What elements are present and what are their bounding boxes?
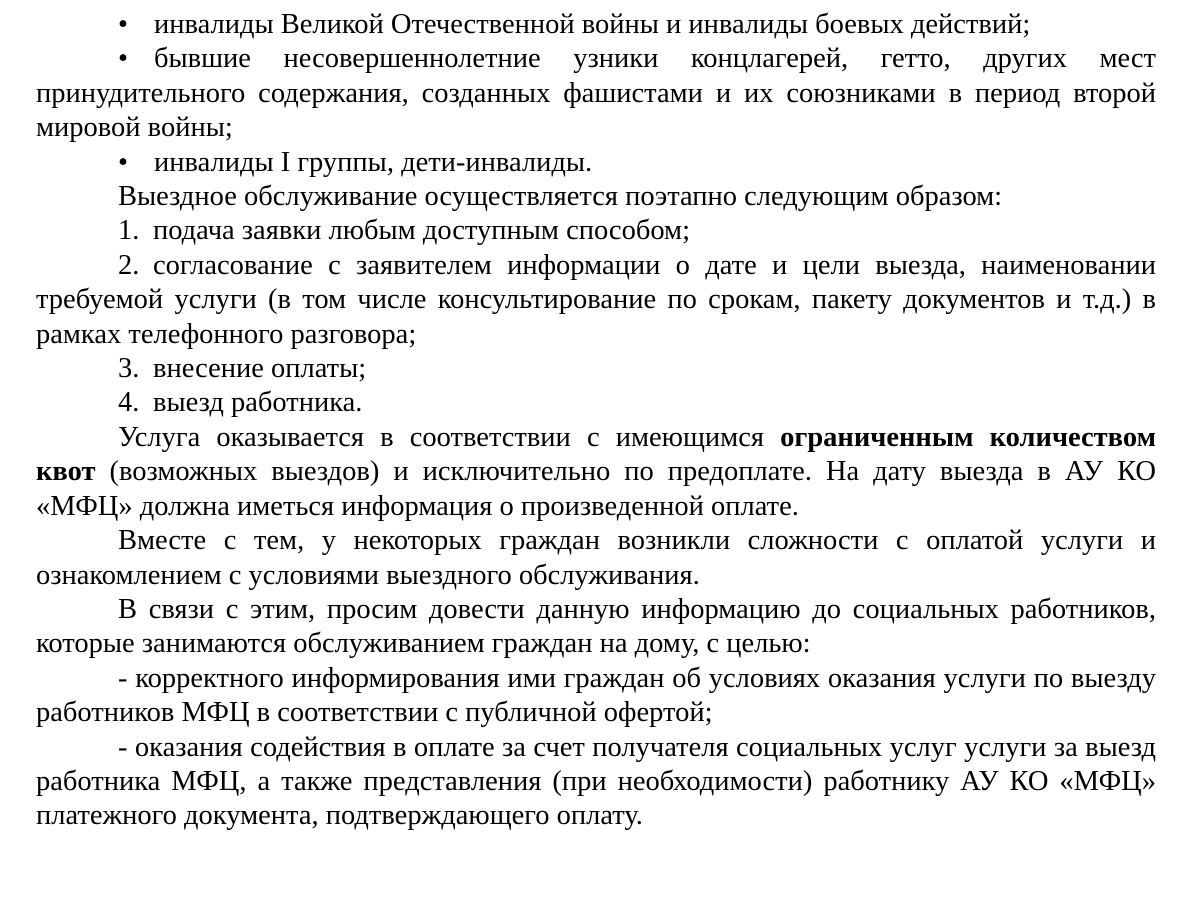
list-item-step-2 — [36, 249, 1156, 352]
bullet-mark: • — [118, 43, 128, 75]
step-number: 3. — [118, 353, 140, 385]
step-text: согласование с заявителем информации о дате и цели выезда, наименовании требуемой услуги (в том числе консультирование по срокам, пакету документов и т.д.) в рамках телефонного разговора; — [36, 249, 1156, 350]
quota-text-before: Услуга оказывается в соответствии с имеющимся — [118, 421, 781, 453]
list-item-bullet-2 — [36, 42, 1156, 145]
step-text: подача заявки любым доступным способом; — [153, 215, 690, 247]
paragraph-goal-2: - оказания содействия в оплате за счет получателя социальных услуг услуги за выезд работника МФЦ, а также представления (при необходимости) работнику АУ КО «МФЦ» платежного документа, подтверждающего оплату. — [36, 731, 1156, 832]
quota-text-bold: ограниченным количеством квот — [36, 421, 1156, 488]
bullet-mark: • — [118, 9, 128, 40]
bullet-text: бывшие несовершеннолетние узники концлагерей, гетто, других мест принудительного содержания, созданных фашистами и их союзниками в период второй мировой войны; — [36, 43, 1156, 144]
paragraph-request: В связи с этим, просим довести данную информацию до социальных работников, которые занимаются обслуживанием граждан на дому, с целью: — [36, 593, 1156, 660]
step-text: внесение оплаты; — [153, 353, 367, 385]
paragraph-goal-1: - корректного информирования ими граждан об условиях оказания услуги по выезду работников МФЦ в соответствии с публичной офертой; — [36, 662, 1156, 729]
step-text: выезд работника. — [153, 387, 363, 419]
bullet-text: инвалиды I группы, дети-инвалиды. — [154, 146, 593, 178]
paragraph-difficulty: Вместе с тем, у некоторых граждан возникли сложности с оплатой услуги и ознакомлением с условиями выездного обслуживания. — [36, 525, 1156, 591]
list-item-step-4 — [36, 386, 1156, 420]
paragraph-intro: Выездное обслуживание осуществляется поэтапно следующим образом: — [118, 181, 1003, 213]
bullet-text: инвалиды Великой Отечественной войны и инвалиды боевых действий; — [154, 9, 1031, 40]
paragraph-quota — [36, 421, 1156, 524]
document-body — [36, 8, 1156, 834]
list-item-step-1 — [36, 214, 1156, 248]
bullet-mark: • — [118, 146, 128, 178]
list-item-bullet-3 — [36, 146, 1156, 180]
step-number: 2. — [118, 249, 140, 281]
list-item-step-3 — [36, 352, 1156, 386]
step-number: 1. — [118, 215, 140, 247]
step-number: 4. — [118, 387, 140, 419]
quota-text-after: (возможных выездов) и исключительно по предоплате. На дату выезда в АУ КО «МФЦ» должна иметься информация о произведенной оплате. — [36, 456, 1156, 522]
list-item-bullet-1 — [36, 8, 1156, 42]
